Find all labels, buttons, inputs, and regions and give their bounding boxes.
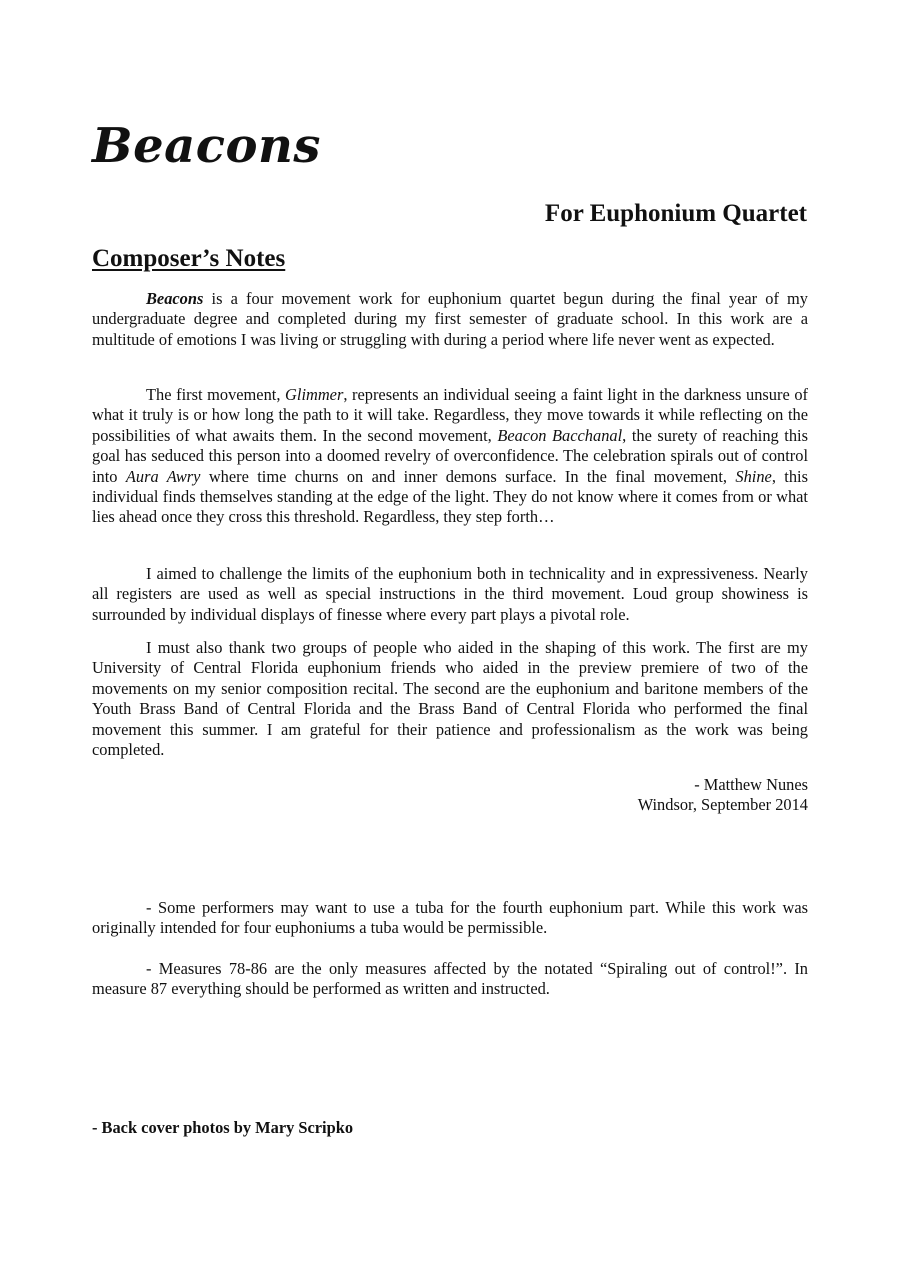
paragraph-text: The first movement,: [146, 385, 286, 404]
paragraph-text: is a four movement work for euphonium quartet begun during the final year of my undergraduate degree and completed during my first semester of graduate school. In this work are a multitude of emotions I was living or struggling with during a period where life never went as expected.: [92, 289, 808, 349]
movement-title-bacchanal: Beacon Bacchanal: [497, 425, 623, 445]
notes-paragraph-2: [92, 385, 808, 528]
paragraph-text: where time churns on and inner demons surface. In the final movement,: [200, 466, 736, 486]
notes-paragraph-3: [92, 564, 808, 625]
place-date: Windsor, September 2014: [637, 795, 808, 815]
paragraph-text: I must also thank two groups of people who aided in the shaping of this work. The first are my University of Central Florida euphonium friends who aided in the preview premiere of two of the movements on my senior composition recital. The second are the euphonium and baritone members of the Youth Brass Band of Central Florida and the Brass Band of Central Florida who performed the final movement this summer. I am grateful for their patience and professionalism as the work was being completed.: [92, 638, 808, 760]
movement-title-glimmer: Glimmer: [285, 385, 344, 404]
subtitle: For Euphonium Quartet: [544, 200, 807, 227]
note-text: - Measures 78-86 are the only measures affected by the notated “Spiraling out of control!”. In measure 87 everything should be performed as written and instructed.: [92, 959, 808, 999]
paragraph-text: , represents an individual seeing a faint light in the darkness unsure of what it truly is or how long the path to it will take. Regardless, they move towards it while reflecting on the possibilities of what awaits them. In the second movement,: [92, 385, 808, 445]
composers-notes-heading: Composer’s Notes: [92, 245, 286, 272]
movement-title-aura-awry: Aura Awry: [125, 466, 201, 486]
composer-name: - Matthew Nunes: [694, 775, 808, 794]
paragraph-text: I aimed to challenge the limits of the euphonium both in technicality and in expressiveness. Nearly all registers are used as well as special instructions in the third movement. Loud group showiness is surrounded by individual displays of finesse where every part plays a pivotal role.: [92, 564, 808, 624]
performance-note-2: [92, 959, 808, 1000]
paragraph-text: , the surety of reaching this goal has seduced this person into a doomed revelry of overconfidence. The celebration spirals out of control into: [92, 425, 808, 486]
note-text: - Some performers may want to use a tuba for the fourth euphonium part. While this work was originally intended for four euphoniums a tuba would be permissible.: [92, 898, 808, 938]
performance-note-1: [92, 898, 808, 939]
notes-paragraph-1: [92, 289, 808, 350]
paragraph-text: , this individual finds themselves standing at the edge of the light. They do not know where it comes from or what lies ahead once they cross this threshold. Regardless, they step forth…: [92, 466, 808, 527]
notes-paragraph-4: [92, 638, 808, 760]
photo-credit: - Back cover photos by Mary Scripko: [92, 1118, 354, 1137]
work-title: Beacons: [92, 118, 321, 174]
work-title-inline: Beacons: [146, 289, 204, 308]
movement-title-shine: Shine: [735, 466, 772, 486]
signature-block: [638, 775, 808, 816]
